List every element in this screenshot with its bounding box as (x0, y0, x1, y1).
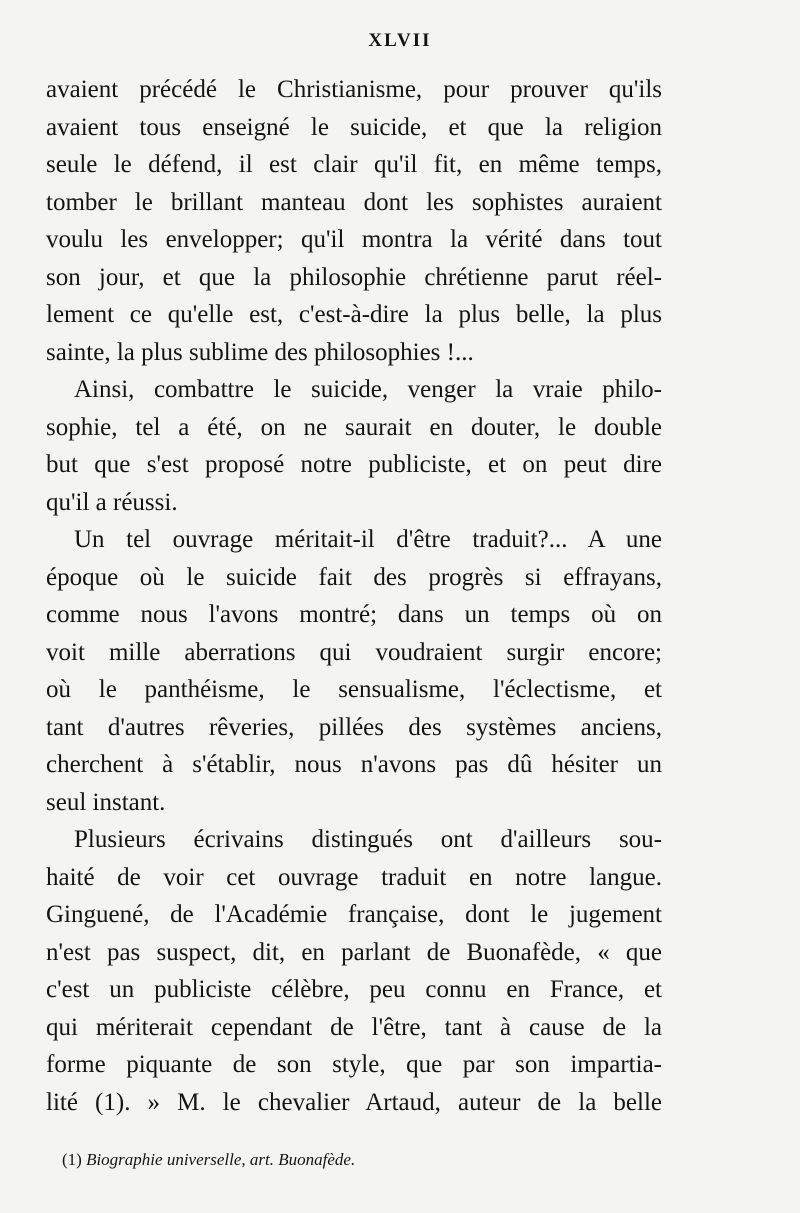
page-number: XLVII (368, 30, 432, 51)
paragraph-3 (46, 521, 662, 821)
body-text (46, 71, 662, 1121)
paragraph-4 (46, 821, 662, 1121)
text-line: Plusieurs écrivains distingués ont d'ailleurs sou- (74, 826, 662, 853)
text-line: où le panthéisme, le sensualisme, l'éclectisme, et (46, 676, 662, 703)
text-line: qui mériterait cependant de l'être, tant à cause de la (46, 1013, 662, 1041)
text-line: seul instant. (46, 788, 166, 816)
text-line: seule le défend, il est clair qu'il fit, en même temps, (46, 151, 662, 178)
text-line: avaient précédé le Christianisme, pour prouver qu'ils (46, 76, 662, 103)
text-line: Ainsi, combattre le suicide, venger la vraie philo- (74, 376, 662, 403)
text-line: lement ce qu'elle est, c'est-à-dire la plus belle, la plus (46, 301, 662, 328)
paragraph-2 (46, 371, 662, 521)
text-line: avaient tous enseigné le suicide, et que la religion (46, 113, 662, 141)
text-line: voit mille aberrations qui voudraient surgir encore; (46, 638, 662, 666)
text-line: Un tel ouvrage méritait-il d'être traduit?... A une (74, 526, 662, 553)
text-line: comme nous l'avons montré; dans un temps où on (46, 601, 662, 628)
text-line: c'est un publiciste célèbre, peu connu en France, et (46, 976, 662, 1003)
footnote-source: Biographie universelle, art. Buonafède. (86, 1150, 356, 1169)
text-line: but que s'est proposé notre publiciste, et on peut dire (46, 451, 662, 478)
text-line: n'est pas suspect, dit, en parlant de Buonafède, « que (46, 938, 662, 966)
text-line: tomber le brillant manteau dont les sophistes auraient (46, 188, 662, 216)
text-line: son jour, et que la philosophie chrétienne parut réel- (46, 263, 662, 291)
text-line: Ginguené, de l'Académie française, dont le jugement (46, 901, 662, 928)
text-line: qu'il a réussi. (46, 488, 178, 516)
text-line: tant d'autres rêveries, pillées des systèmes anciens, (46, 713, 662, 741)
text-line: haité de voir cet ouvrage traduit en notre langue. (46, 863, 662, 891)
footnote-mark: (1) (62, 1150, 82, 1169)
text-line: époque où le suicide fait des progrès si effrayans, (46, 563, 662, 591)
text-line: voulu les envelopper; qu'il montra la vérité dans tout (46, 226, 662, 253)
footnote (62, 1150, 355, 1170)
text-line: forme piquante de son style, que par son impartia- (46, 1051, 662, 1078)
text-line: lité (1). » M. le chevalier Artaud, auteur de la belle (46, 1088, 662, 1116)
text-line: cherchent à s'établir, nous n'avons pas dû hésiter un (46, 751, 662, 778)
text-line: sophie, tel a été, on ne saurait en douter, le double (46, 413, 662, 441)
text-line: sainte, la plus sublime des philosophies !... (46, 338, 474, 366)
paragraph-1 (46, 71, 662, 371)
